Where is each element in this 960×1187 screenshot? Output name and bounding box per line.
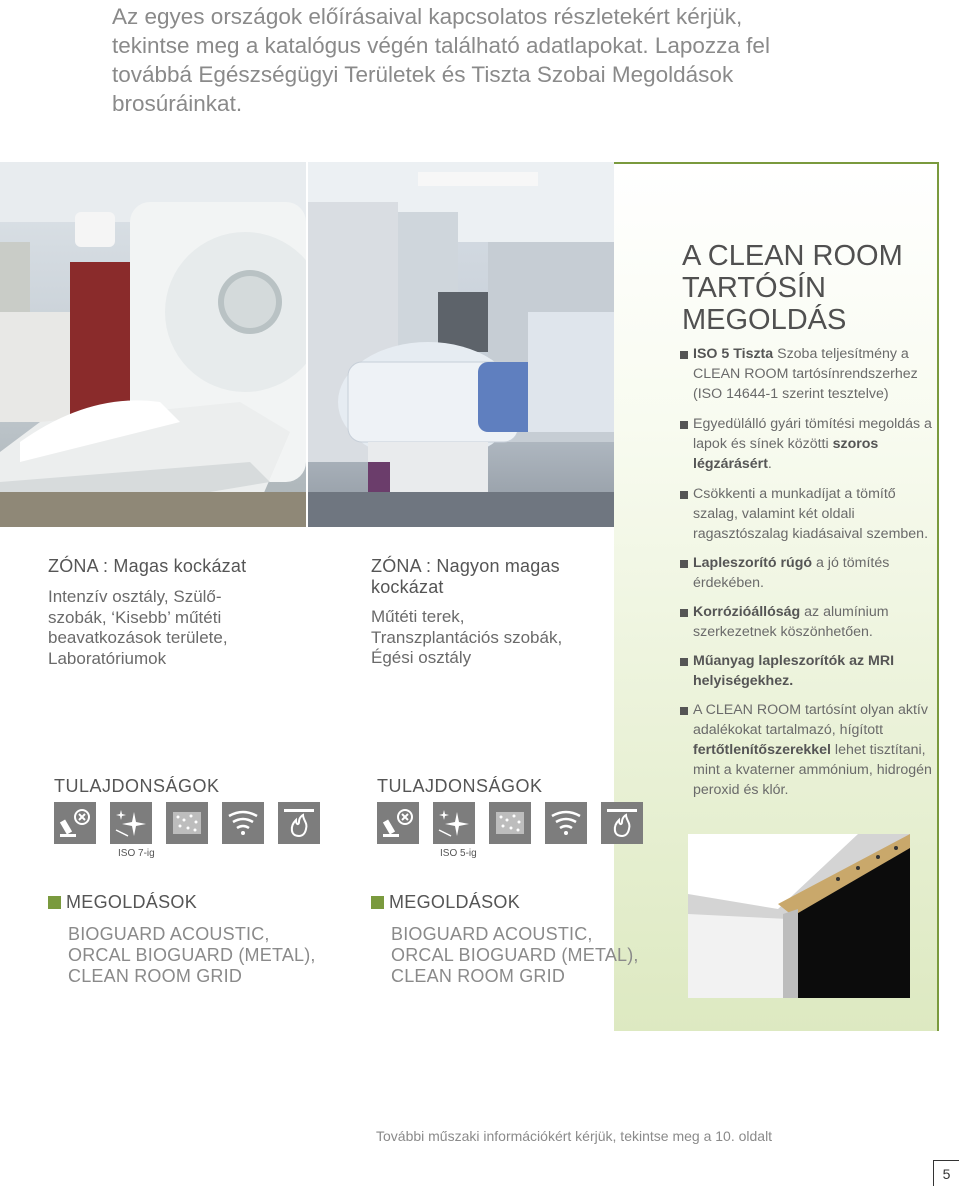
zone-description: [48, 587, 278, 669]
iso-class-label: ISO 5-ig: [440, 848, 477, 859]
feature-item: A CLEAN ROOM tartósínt olyan aktív adalékokat tartalmazó, hígított fertőtlenítőszerekkel lehet tisztítani, mint a kvaterner ammónium, hidrogén peroxid és klór.: [680, 700, 938, 800]
clean-room-sparkle-icon: [433, 802, 475, 844]
green-square-icon: [371, 896, 384, 909]
page-number: 5: [933, 1160, 959, 1186]
zone-description-line: szobák, ‘Kisebb’ műtéti: [48, 607, 222, 627]
solutions-title: [371, 892, 520, 913]
solutions-title-text: MEGOLDÁSOK: [389, 892, 521, 912]
panel-title-line: TARTÓSÍN: [682, 272, 826, 304]
ceiling-tile-photo: [688, 834, 910, 998]
mould-resistance-icon: [166, 802, 208, 844]
feature-list: [680, 344, 938, 800]
ct-scanner-photo: [0, 162, 306, 527]
acoustic-wave-icon: [222, 802, 264, 844]
acoustic-wave-icon: [545, 802, 587, 844]
zone-title-high-risk: ZÓNA : Magas kockázat: [48, 556, 247, 576]
hygiene-microscope-icon: [377, 802, 419, 844]
zone-description-line: Intenzív osztály, Szülő-: [48, 587, 222, 606]
hygiene-microscope-icon: [54, 802, 96, 844]
solution-item: BIOGUARD ACOUSTIC,: [391, 924, 593, 944]
zone-title-line: ZÓNA : Nagyon magas: [371, 556, 560, 576]
zone-description-line: Laboratóriumok: [48, 648, 167, 668]
zone-description-line: beavatkozások területe,: [48, 628, 228, 647]
solution-item: ORCAL BIOGUARD (METAL),: [68, 945, 316, 965]
panel-title: [682, 240, 932, 336]
zone-description-line: Transzplantációs szobák,: [371, 627, 563, 647]
properties-title: TULAJDONSÁGOK: [377, 776, 543, 796]
feature-item: ISO 5 Tiszta Szoba teljesítmény a CLEAN ROOM tartósínrendszerhez (ISO 14644-1 szerint tesztelve): [680, 344, 938, 404]
zone-title-line: kockázat: [371, 577, 444, 597]
solution-item: BIOGUARD ACOUSTIC,: [68, 924, 270, 944]
zone-description-line: Égési osztály: [371, 648, 472, 667]
green-square-icon: [48, 896, 61, 909]
solution-item: CLEAN ROOM GRID: [68, 966, 243, 986]
mould-resistance-icon: [489, 802, 531, 844]
fire-reaction-icon: [601, 802, 643, 844]
properties-icons: [54, 802, 320, 844]
panel-title-line: MEGOLDÁS: [682, 304, 847, 336]
incubator-room-photo: [308, 162, 614, 527]
solutions-title: [48, 892, 197, 913]
solution-item: CLEAN ROOM GRID: [391, 966, 566, 986]
solutions-list: [68, 924, 316, 987]
zone-description-line: Műtéti terek,: [371, 607, 465, 626]
intro-paragraph: Az egyes országok előírásaival kapcsolatos részletekért kérjük, tekintse meg a katalógus végén található adatlapokat. Lapozza fel továbbá Egészségügyi Területek és Tiszta Szobai Megoldások brosúráinkat.: [112, 4, 770, 116]
solutions-list: [391, 924, 639, 987]
solution-item: ORCAL BIOGUARD (METAL),: [391, 945, 639, 965]
feature-item: Korrózióállóság az alumínium szerkezetnek köszönhetően.: [680, 602, 938, 642]
feature-item: Egyedülálló gyári tömítési megoldás a lapok és sínek közötti szoros légzárásért.: [680, 414, 938, 474]
clean-room-sparkle-icon: [110, 802, 152, 844]
zone-description: [371, 607, 601, 669]
properties-title: TULAJDONSÁGOK: [54, 776, 220, 796]
feature-item: Lapleszorító rúgó a jó tömítés érdekében.: [680, 553, 938, 593]
panel-title-line: A CLEAN ROOM: [682, 240, 903, 272]
feature-item: Csökkenti a munkadíjat a tömítő szalag, valamint két oldali ragasztószalag kiadásaival szemben.: [680, 484, 938, 544]
feature-item: Műanyag lapleszorítók az MRI helyiségekhez.: [680, 651, 938, 691]
zone-title-very-high-risk: [371, 556, 601, 598]
fire-reaction-icon: [278, 802, 320, 844]
footer-note: További műszaki információkért kérjük, tekintse meg a 10. oldalt: [376, 1128, 773, 1144]
iso-class-label: ISO 7-ig: [118, 848, 155, 859]
solutions-title-text: MEGOLDÁSOK: [66, 892, 198, 912]
properties-icons: [377, 802, 643, 844]
